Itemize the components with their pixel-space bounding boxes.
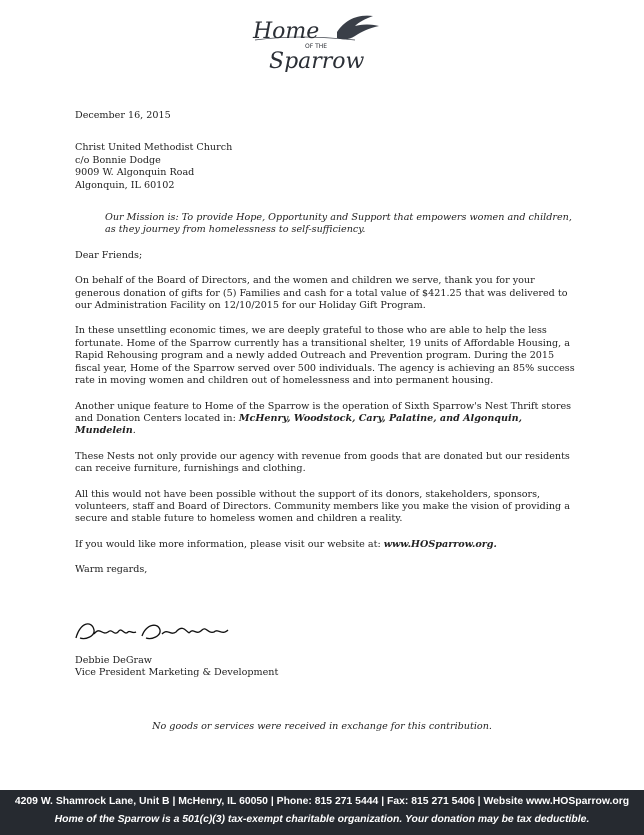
svg-text:Home: Home [253,19,320,44]
address-line: Christ United Methodist Church [75,142,233,154]
home-of-the-sparrow-logo [245,10,385,72]
letter-body [75,110,575,577]
paragraph-website: If you would like more information, please visit our website at: www.HOSparrow.org. [75,538,497,550]
website-link[interactable]: www.HOSparrow.org. [383,538,497,550]
handwritten-signature [72,612,272,648]
svg-text:OF THE: OF THE [305,43,328,50]
paragraph-support: All this would not have been possible without the support of its donors, stakeholders, sponsors, volunteers, staff and Board of Directors. Community members like you make the vision of providing a secure and stable future to homeless women and children a reality. [75,488,570,525]
no-goods-notice: No goods or services were received in exchange for this contribution. [152,721,492,732]
signer-name: Debbie DeGraw [75,655,152,666]
footer-bar [0,790,644,835]
address-line: Algonquin, IL 60102 [75,179,175,191]
signer-title: Vice President Marketing & Development [75,667,279,679]
closing: Warm regards, [75,564,148,576]
store-locations: McHenry, Woodstock, Cary, Palatine, and Algonquin, Mundelein [75,412,522,437]
svg-text:Sparrow: Sparrow [269,49,365,72]
recipient-address [75,142,575,192]
paragraph-thrift-stores: Another unique feature to Home of the Sparrow is the operation of Sixth Sparrow's Nest Thrift stores and Donation Centers located in: McHenry, Woodstock, Cary, Palatine, and Algonquin, Mundelein. [75,400,572,437]
paragraph-thanks: On behalf of the Board of Directors, and the women and children we serve, thank you for your generous donation of gifts for (5) Families and cash for a total value of $421.25 that was delivered to our Administration Facility on 12/10/2015 for our Holiday Gift Program. [75,275,568,312]
letter-date: December 16, 2015 [75,110,171,121]
sparrow-bird-icon [337,16,379,40]
salutation: Dear Friends; [75,249,143,261]
paragraph-nests: These Nests not only provide our agency with revenue from goods that are donated but our residents can receive furniture, furnishings and clothing. [75,450,570,475]
footer-tax-notice: Home of the Sparrow is a 501(c)(3) tax-exempt charitable organization. Your donation may be tax deductible. [54,814,590,825]
address-line: c/o Bonnie Dodge [75,154,161,166]
paragraph-programs: In these unsettling economic times, we are deeply grateful to those who are able to help the less fortunate. Home of the Sparrow currently has a transitional shelter, 19 units of Affordable Housing, a Rapid Rehousing program and a newly added Outreach and Prevention program. During the 2015 fiscal year, Home of the Sparrow served over 500 individuals. The agency is achieving an 85% success rate in moving women and children out of homelessness and into permanent housing. [75,325,575,387]
footer-contact: 4209 W. Shamrock Lane, Unit B | McHenry, IL 60050 | Phone: 815 271 5444 | Fax: 815 271 5406 | Website www.HOSparrow.org [14,796,630,807]
mission-statement: Our Mission is: To provide Hope, Opportunity and Support that empowers women and children, as they journey from homelessness to self-sufficiency. [105,212,572,236]
address-line: 9009 W. Algonquin Road [75,167,195,179]
signer-block [75,655,278,680]
